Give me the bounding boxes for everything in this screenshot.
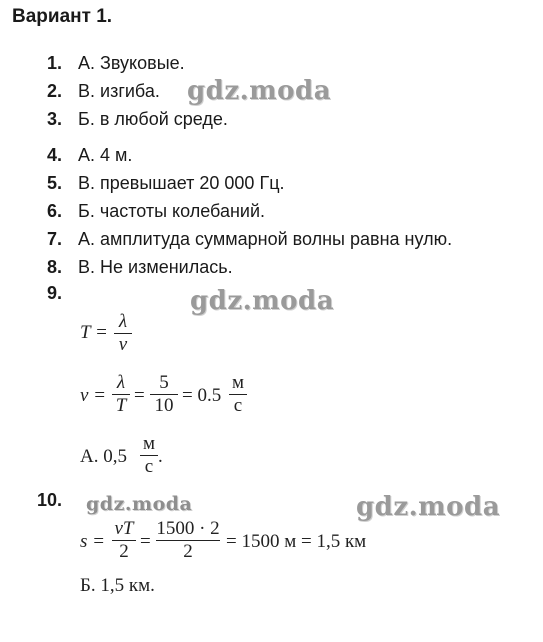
answer-number: 6. <box>46 201 62 221</box>
answer-period: . <box>158 446 163 467</box>
equals-sign: = <box>134 385 145 406</box>
fraction-lambda-over-t <box>112 373 130 416</box>
fraction-denominator: 2 <box>119 541 129 562</box>
formula-lhs: T = <box>80 322 108 343</box>
fraction-5-over-10 <box>150 373 178 416</box>
fraction-denominator: с <box>233 395 243 416</box>
fraction-numerator: λ <box>116 372 126 393</box>
answer-number: 8. <box>46 257 62 277</box>
answer-text: Б. частоты колебаний. <box>78 201 266 221</box>
answer-number: 10. <box>36 490 62 510</box>
answer-number: 1. <box>46 53 62 73</box>
answer-number: 5. <box>46 173 62 193</box>
answer-text: А. 4 м. <box>78 145 133 165</box>
fraction-numerator: м <box>231 372 245 393</box>
fraction-vt-over-2 <box>112 519 136 562</box>
formula-result: = 1500 м = 1,5 км <box>226 531 367 552</box>
fraction-1500x2-over-2 <box>156 519 220 562</box>
fraction-denominator: 10 <box>154 395 174 416</box>
answer-text: В. изгиба. <box>78 81 160 101</box>
formula-lhs: v = <box>80 385 107 406</box>
answer-text: А. амплитуда суммарной волны равна нулю. <box>78 229 453 249</box>
equals-sign: = <box>140 531 151 552</box>
fraction-numerator: vT <box>114 518 134 539</box>
answer-text: Б. 1,5 км. <box>80 575 155 596</box>
answer-number: 3. <box>46 109 62 129</box>
answer-text: В. Не изменилась. <box>78 257 233 277</box>
fraction-numerator: 5 <box>159 372 169 393</box>
watermark-logo: gdz.moda <box>86 493 193 515</box>
answer-text: Б. в любой среде. <box>78 109 228 129</box>
fraction-denominator: T <box>115 395 127 416</box>
answer-number: 7. <box>46 229 62 249</box>
fraction-lambda-over-v <box>114 312 132 355</box>
fraction-denominator: v <box>118 334 128 355</box>
answer-number: 2. <box>46 81 62 101</box>
fraction-numerator: м <box>142 433 156 454</box>
unit-m-per-s <box>229 373 247 416</box>
answer-text: А. 0,5 <box>80 446 127 467</box>
fraction-numerator: λ <box>118 311 128 332</box>
fraction-denominator: с <box>144 456 154 477</box>
watermark-logo: gdz.moda <box>356 492 501 522</box>
formula-result: = 0.5 <box>182 385 222 406</box>
fraction-numerator: 1500 · 2 <box>156 518 220 539</box>
fraction-denominator: 2 <box>183 541 193 562</box>
watermark-logo: gdz.moda <box>190 286 335 316</box>
answer-text: А. Звуковые. <box>78 53 185 73</box>
formula-lhs: s = <box>80 531 105 552</box>
answer-number: 9. <box>46 283 62 303</box>
answer-text: В. превышает 20 000 Гц. <box>78 173 285 193</box>
watermark-logo: gdz.moda <box>187 76 332 106</box>
unit-m-per-s <box>140 434 158 477</box>
answer-number: 4. <box>46 145 62 165</box>
page-title: Вариант 1. <box>12 6 113 27</box>
